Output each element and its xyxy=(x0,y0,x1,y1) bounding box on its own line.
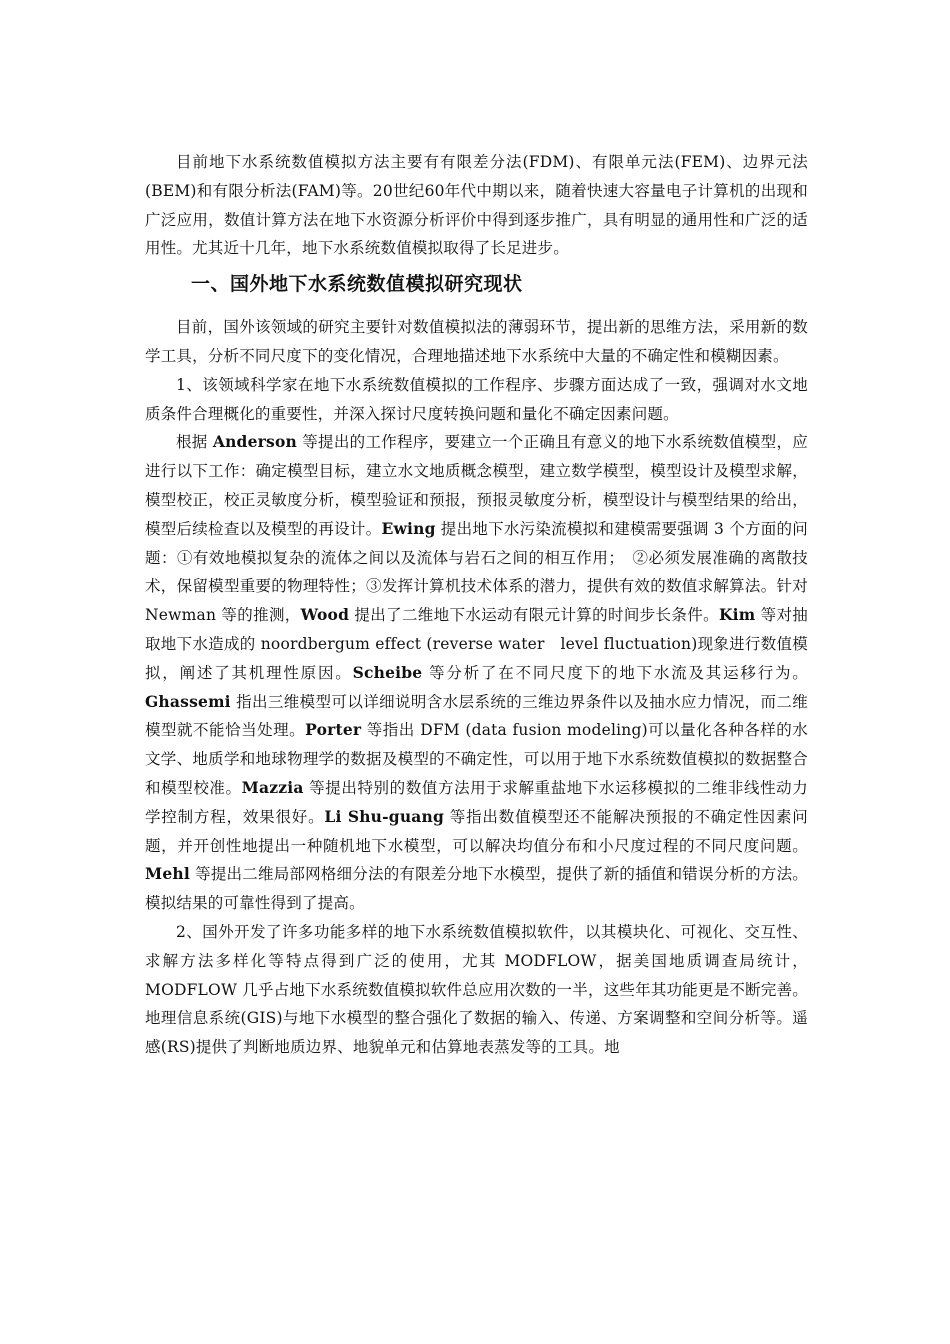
text-run: 等提出二维局部网格细分法的有限差分地下水模型，提供了新的插值和错误分析的方法。模拟结果的可靠性得到了提高。 xyxy=(145,865,808,913)
text-run: 等分析了在不同尺度下的地下水流及其运移行为。 xyxy=(422,663,809,682)
author-name: Ghassemi xyxy=(145,691,231,711)
text-run: 提出了二维地下水运动有限元计算的时间步长条件。 xyxy=(349,606,719,625)
overview-paragraph: 目前，国外该领域的研究主要针对数值模拟法的薄弱环节，提出新的思维方法，采用新的数学工具，分析不同尺度下的变化情况，合理地描述地下水系统中大量的不确定性和模糊因素。 xyxy=(145,318,808,365)
text-run: 等提出特别的数值方法用于求解重盐地下水运移模拟的二维非线性动力学控制方程，效果很好。 xyxy=(145,778,808,826)
author-name: Li Shu-guang xyxy=(324,806,445,826)
text-run: 等指出 DFM (data fusion modeling)可以量化各种各样的水文学、地质学和地球物理学的数据及模型的不确定性，可以用于地下水系统数值模拟的数据整合和模型校准。 xyxy=(145,721,808,797)
section-heading: 一、国外地下水系统数值模拟研究现状 xyxy=(191,273,523,296)
author-name: Ewing xyxy=(381,518,436,538)
researchers-paragraph xyxy=(145,428,808,918)
author-name: Anderson xyxy=(212,432,297,452)
text-run: 提出地下水污染流模拟和建模需要强调 3 个方面的问题：①有效地模拟复杂的流体之间以及流体与岩石之间的相互作用； ②必须发展准确的离散技术，保留模型重要的物理特性；③发挥计算机技术体系的潜力，提供有效的数值求解算法。针对 Newman 等的推测， xyxy=(145,519,808,625)
text-run: 指出三维模型可以详细说明含水层系统的三维边界条件以及抽水应力情况，而二维模型就不能恰当处理。 xyxy=(145,692,808,740)
text-run: 等对抽取地下水造成的 noordbergum effect (reverse water level fluctuation)现象进行数值模拟，阐述了其机理性原因。 xyxy=(145,606,808,682)
intro-paragraph: 目前地下水系统数值模拟方法主要有有限差分法(FDM)、有限单元法(FEM)、边界元法(BEM)和有限分析法(FAM)等。20世纪60年代中期以来，随着快速大容量电子计算机的出现和广泛应用，数值计算方法在地下水资源分析评价中得到逐步推广，具有明显的通用性和广泛的适用性。尤其近十几年，地下水系统数值模拟取得了长足进步。 xyxy=(145,153,808,258)
author-name: Kim xyxy=(718,605,756,625)
author-name: Porter xyxy=(305,720,362,740)
author-name: Scheibe xyxy=(352,662,423,682)
text-run: 根据 xyxy=(176,433,213,452)
text-run: 等提出的工作程序，要建立一个正确且有意义的地下水系统数值模型，应进行以下工作：确定模型目标，建立水文地质概念模型，建立数学模型，模型设计及模型求解，模型校正，校正灵敏度分析，模型验证和预报，预报灵敏度分析，模型设计与模型结果的给出，模型后续检查以及模型的再设计。 xyxy=(145,433,808,538)
point-1-paragraph: 1、该领域科学家在地下水系统数值模拟的工作程序、步骤方面达成了一致，强调对水文地质条件合理概化的重要性，并深入探讨尺度转换问题和量化不确定因素问题。 xyxy=(145,375,808,423)
document-page xyxy=(145,148,808,1062)
point-2-paragraph: 2、国外开发了许多功能多样的地下水系统数值模拟软件，以其模块化、可视化、交互性、求解方法多样化等特点得到广泛的使用，尤其 MODFLOW，据美国地质调查局统计，MODFLOW 几乎占地下水系统数值模拟软件总应用次数的一半，这些年其功能更是不断完善。地理信息系统(GIS)与地下水模型的整合强化了数据的输入、传递、方案调整和空间分析等。遥感(RS)提供了判断地质边界、地貌单元和估算地表蒸发等的工具。地 xyxy=(145,922,808,1057)
author-name: Mehl xyxy=(145,864,190,884)
author-name: Mazzia xyxy=(241,777,304,797)
text-run: 等指出数值模型还不能解决预报的不确定性因素问题，并开创性地提出一种随机地下水模型，可以解决均值分布和小尺度过程的不同尺度问题。 xyxy=(145,807,809,855)
author-name: Wood xyxy=(300,605,350,625)
